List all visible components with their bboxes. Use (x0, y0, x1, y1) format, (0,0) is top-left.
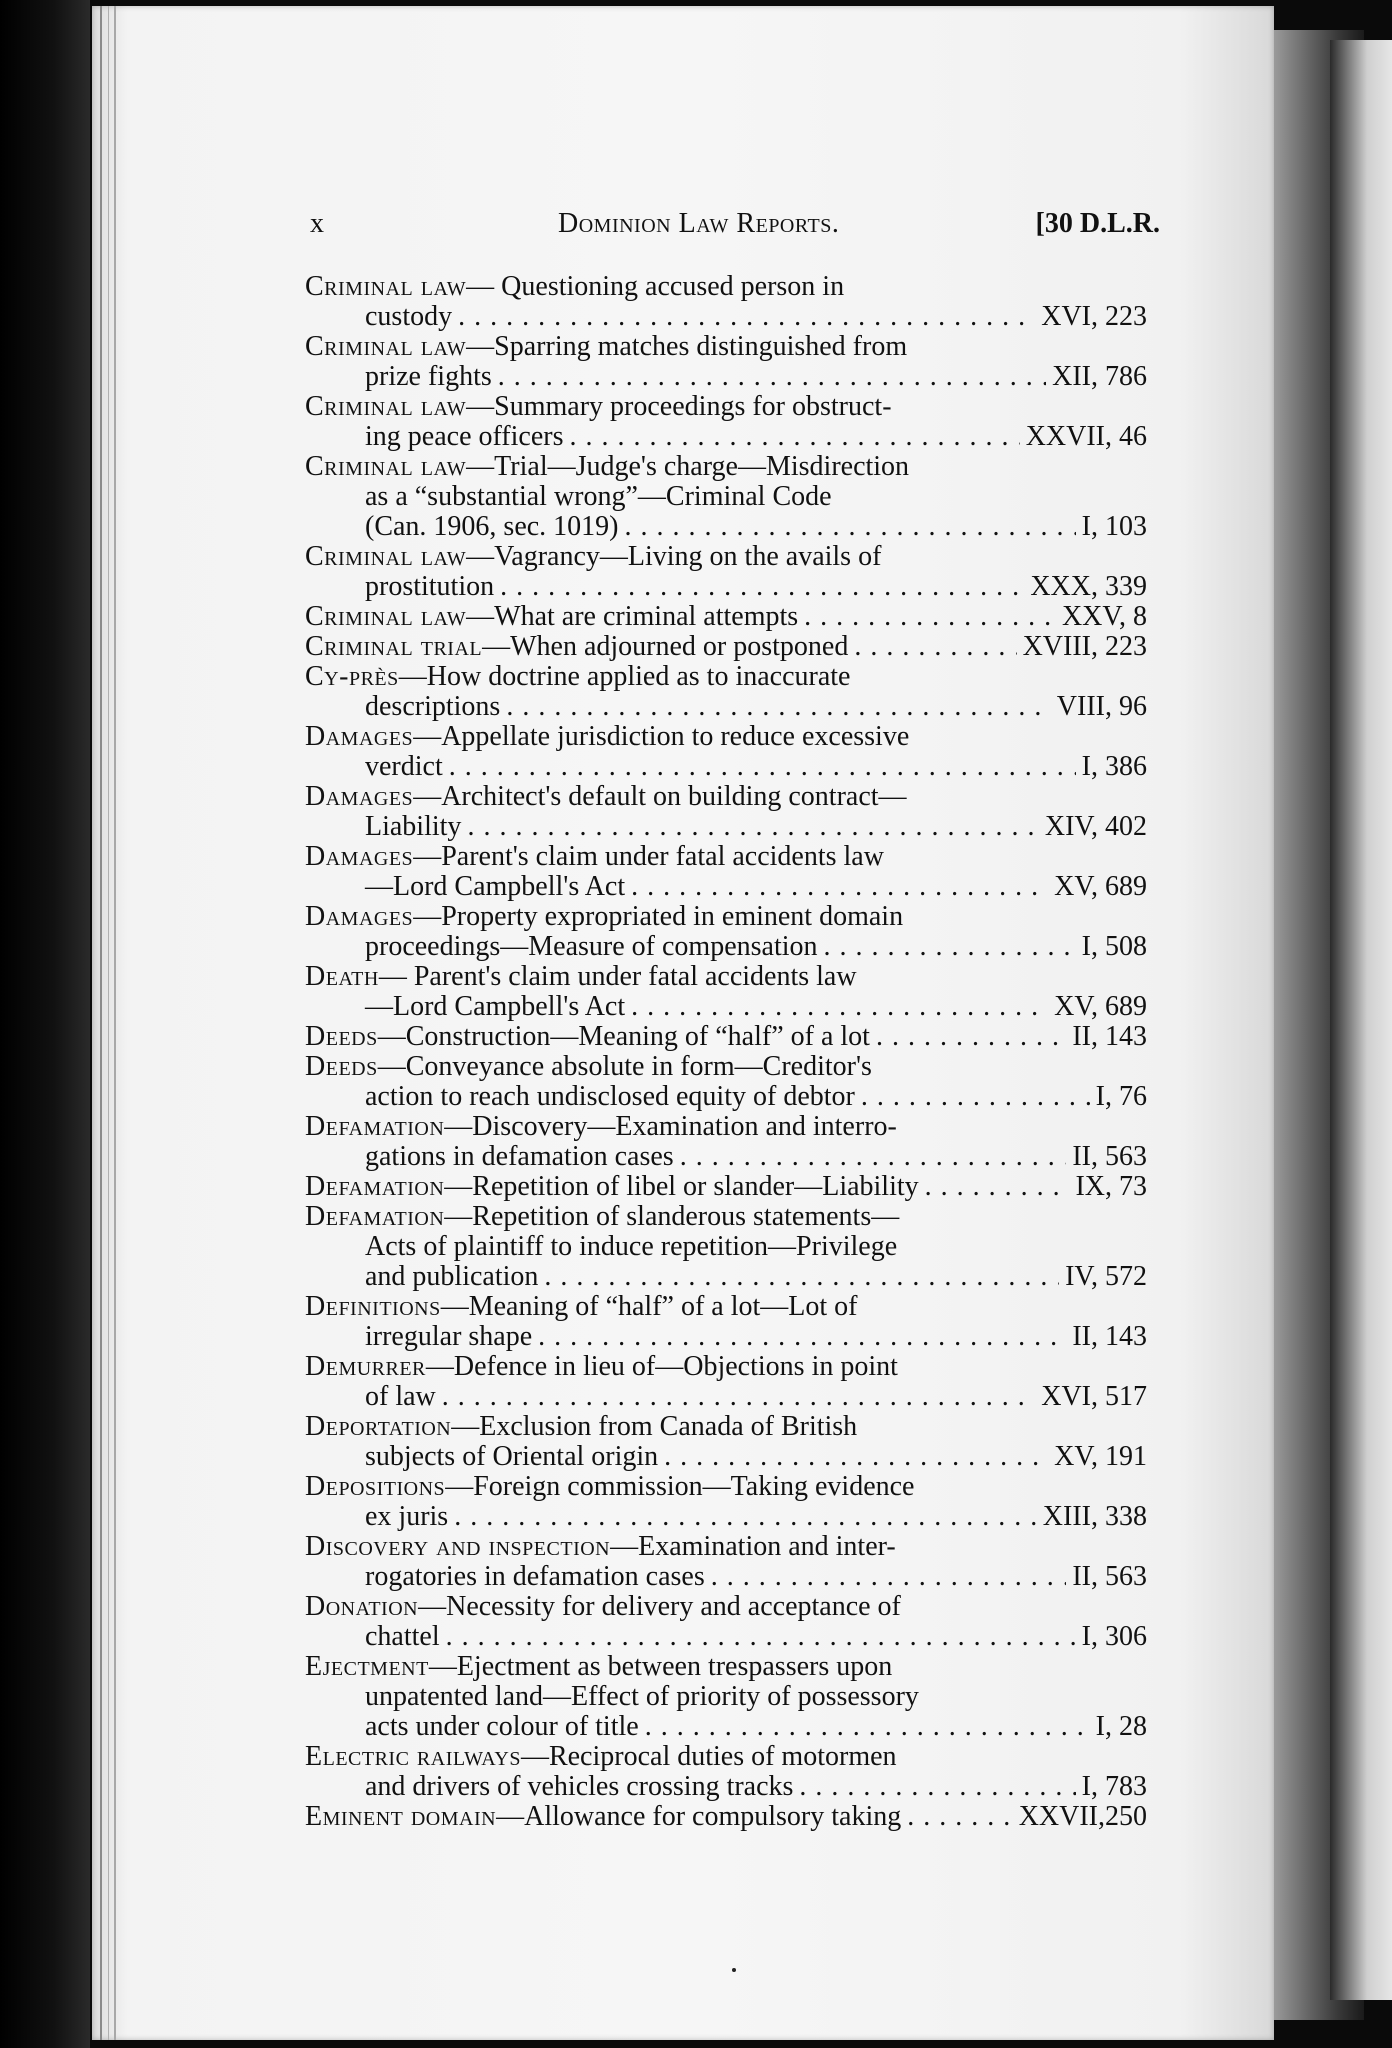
dot-leader (570, 422, 1020, 452)
running-title: Dominion Law Reports. (558, 208, 840, 239)
volume-page-reference: VIII, 96 (1056, 691, 1147, 722)
entry-text: —Exclusion from Canada of British (451, 1411, 858, 1442)
volume-page-reference: I, 386 (1081, 751, 1147, 782)
entry-text: —Ejectment as between trespassers upon (428, 1651, 893, 1682)
entry-text: chattel (365, 1621, 440, 1652)
entry-line (305, 902, 1147, 932)
entry-heading: Definitions (305, 1291, 441, 1322)
entry-line (305, 332, 1147, 362)
entry-line (305, 482, 1147, 512)
entry-line (305, 1472, 1147, 1502)
entry-heading: Damages (305, 781, 414, 812)
entry-text: verdict (365, 751, 443, 782)
entry-line (305, 752, 1147, 782)
volume-page-reference: I, 783 (1081, 1771, 1147, 1802)
volume-page-reference: XXX, 339 (1030, 571, 1147, 602)
entry-text: Acts of plaintiff to induce repetition—Privilege (365, 1231, 898, 1262)
entry-line (305, 1082, 1147, 1112)
entry-text: —Vagrancy—Living on the avails of (466, 541, 882, 572)
dot-leader (498, 362, 1046, 392)
dot-leader (861, 1082, 1090, 1112)
index-entry (305, 542, 1147, 602)
entry-line (305, 572, 1147, 602)
entry-line (305, 1382, 1147, 1412)
entry-line (305, 1772, 1147, 1802)
volume-page-reference: XIII, 338 (1042, 1501, 1147, 1532)
volume-page-reference: XVIII, 223 (1022, 631, 1147, 662)
entry-line (305, 542, 1147, 572)
entry-line (305, 1022, 1147, 1052)
entry-text: acts under colour of title (365, 1711, 639, 1742)
index-entries (305, 272, 1147, 1832)
index-entry (305, 1412, 1147, 1472)
dot-leader (799, 1772, 1075, 1802)
index-entry (305, 902, 1147, 962)
dot-leader (876, 1022, 1066, 1052)
index-entry (305, 782, 1147, 842)
dot-leader (446, 1622, 1076, 1652)
index-entry (305, 842, 1147, 902)
entry-text: —Discovery—Examination and interro- (444, 1111, 897, 1142)
dot-leader (824, 932, 1076, 962)
volume-reference: [30 D.L.R. (1035, 208, 1160, 239)
volume-page-reference: XXV, 8 (1061, 601, 1147, 632)
entry-line (305, 1532, 1147, 1562)
entry-text: —Trial—Judge's charge—Misdirection (466, 451, 910, 482)
entry-line (305, 302, 1147, 332)
page-number: x (310, 208, 324, 239)
index-entry (305, 1802, 1147, 1832)
entry-text: unpatented land—Effect of priority of possessory (365, 1681, 919, 1712)
volume-page-reference: II, 143 (1072, 1321, 1147, 1352)
entry-text: action to reach undisclosed equity of debtor (365, 1081, 855, 1112)
facing-page-edge (1330, 40, 1392, 2000)
entry-text: subjects of Oriental origin (365, 1441, 659, 1472)
volume-page-reference: XIV, 402 (1044, 811, 1147, 842)
index-entry (305, 602, 1147, 632)
entry-text: — Questioning accused person in (466, 271, 845, 302)
entry-text: —Allowance for compulsory taking (496, 1801, 902, 1832)
index-entry (305, 452, 1147, 542)
entry-heading: Discovery and inspection (305, 1531, 611, 1562)
entry-heading: Criminal law (305, 271, 467, 302)
index-entry (305, 272, 1147, 332)
volume-page-reference: II, 143 (1072, 1021, 1147, 1052)
index-entry (305, 1112, 1147, 1172)
index-entry (305, 662, 1147, 722)
index-entry (305, 392, 1147, 452)
entry-line (305, 632, 1147, 662)
entry-line (305, 362, 1147, 392)
volume-page-reference: I, 103 (1081, 511, 1147, 542)
entry-text: —Parent's claim under fatal accidents law (413, 841, 884, 872)
entry-heading: Defamation (305, 1201, 445, 1232)
entry-line (305, 1112, 1147, 1142)
index-entry (305, 1742, 1147, 1802)
entry-text: prostitution (365, 571, 495, 602)
entry-line (305, 452, 1147, 482)
volume-page-reference: XXVII,250 (1018, 1801, 1147, 1832)
entry-line (305, 722, 1147, 752)
entry-text: —Defence in lieu of—Objections in point (425, 1351, 898, 1382)
entry-line (305, 512, 1147, 542)
entry-line (305, 1682, 1147, 1712)
volume-page-reference: I, 508 (1081, 931, 1147, 962)
entry-text: —How doctrine applied as to inaccurate (398, 661, 851, 692)
entry-heading: Deportation (305, 1411, 452, 1442)
entry-line (305, 842, 1147, 872)
entry-text: —Appellate jurisdiction to reduce excessive (413, 721, 910, 752)
dot-leader (631, 872, 1048, 902)
entry-heading: Deeds (305, 1021, 378, 1052)
volume-page-reference: IX, 73 (1075, 1171, 1147, 1202)
entry-text: —Architect's default on building contract— (413, 781, 907, 812)
entry-line (305, 1322, 1147, 1352)
entry-line (305, 1412, 1147, 1442)
entry-text: —Lord Campbell's Act (365, 991, 626, 1022)
entry-text: descriptions (365, 691, 501, 722)
entry-text: ing peace officers (365, 421, 564, 452)
entry-text: as a “substantial wrong”—Criminal Code (365, 481, 832, 512)
entry-text: —Repetition of slanderous statements— (444, 1201, 900, 1232)
volume-page-reference: I, 28 (1095, 1711, 1147, 1742)
entry-text: prize fights (365, 361, 492, 392)
dot-leader (544, 1262, 1059, 1292)
entry-line (305, 992, 1147, 1022)
entry-text: — Parent's claim under fatal accidents law (378, 961, 857, 992)
dot-leader (538, 1322, 1066, 1352)
index-entry (305, 1652, 1147, 1742)
entry-text: —Summary proceedings for obstruct- (466, 391, 892, 422)
volume-page-reference: II, 563 (1072, 1141, 1147, 1172)
dot-leader (854, 632, 1016, 662)
dot-leader (925, 1172, 1070, 1202)
entry-text: of law (365, 1381, 436, 1412)
entry-line (305, 1172, 1147, 1202)
volume-page-reference: XVI, 517 (1041, 1381, 1147, 1412)
entry-text: ex juris (365, 1501, 449, 1532)
volume-page-reference: XII, 786 (1052, 361, 1147, 392)
entry-text: rogatories in defamation cases (365, 1561, 705, 1592)
dot-leader (631, 992, 1048, 1022)
dot-leader (804, 602, 1056, 632)
volume-page-reference: IV, 572 (1065, 1261, 1147, 1292)
entry-text: —Construction—Meaning of “half” of a lot (377, 1021, 870, 1052)
entry-text: (Can. 1906, sec. 1019) (365, 511, 619, 542)
entry-text: gations in defamation cases (365, 1141, 674, 1172)
entry-text: proceedings—Measure of compensation (365, 931, 818, 962)
index-entry (305, 1592, 1147, 1652)
entry-line (305, 812, 1147, 842)
entry-line (305, 1802, 1147, 1832)
entry-heading: Criminal law (305, 391, 467, 422)
running-header (310, 208, 1160, 248)
entry-line (305, 422, 1147, 452)
entry-heading: Defamation (305, 1111, 445, 1142)
dot-leader (907, 1802, 1012, 1832)
dot-leader (454, 1502, 1037, 1532)
dot-leader (664, 1442, 1048, 1472)
index-entry (305, 1202, 1147, 1292)
entry-heading: Deeds (305, 1051, 378, 1082)
entry-heading: Ejectment (305, 1651, 429, 1682)
entry-line (305, 1262, 1147, 1292)
entry-line (305, 1052, 1147, 1082)
entry-heading: Depositions (305, 1471, 446, 1502)
entry-heading: Criminal law (305, 541, 467, 572)
index-entry (305, 962, 1147, 1022)
entry-text: —Sparring matches distinguished from (466, 331, 908, 362)
dot-leader (500, 572, 1024, 602)
entry-heading: Criminal law (305, 331, 467, 362)
dot-leader (458, 302, 1035, 332)
entry-line (305, 1562, 1147, 1592)
entry-line (305, 1712, 1147, 1742)
entry-line (305, 932, 1147, 962)
entry-heading: Defamation (305, 1171, 445, 1202)
index-entry (305, 1292, 1147, 1352)
entry-line (305, 1742, 1147, 1772)
entry-heading: Donation (305, 1591, 419, 1622)
entry-line (305, 1202, 1147, 1232)
entry-heading: Damages (305, 841, 414, 872)
entry-text: —Foreign commission—Taking evidence (445, 1471, 915, 1502)
dot-leader (449, 752, 1076, 782)
scan-left-edge (0, 0, 90, 2048)
entry-text: —Necessity for delivery and acceptance of (418, 1591, 901, 1622)
entry-line (305, 1502, 1147, 1532)
entry-text: custody (365, 301, 453, 332)
entry-heading: Criminal law (305, 601, 467, 632)
entry-text: —Repetition of libel or slander—Liability (444, 1171, 919, 1202)
entry-line (305, 962, 1147, 992)
index-entry (305, 722, 1147, 782)
index-entry (305, 1172, 1147, 1202)
entry-text: and publication (365, 1261, 539, 1292)
entry-text: —When adjourned or postponed (482, 631, 849, 662)
index-entry (305, 332, 1147, 392)
entry-heading: Demurrer (305, 1351, 426, 1382)
entry-line (305, 872, 1147, 902)
entry-heading: Criminal trial (305, 631, 483, 662)
page-blemish (732, 1968, 736, 1972)
entry-line (305, 602, 1147, 632)
volume-page-reference: XV, 191 (1054, 1441, 1147, 1472)
volume-page-reference: XVI, 223 (1041, 301, 1147, 332)
entry-text: —Examination and inter- (610, 1531, 896, 1562)
entry-heading: Damages (305, 721, 414, 752)
entry-line (305, 1592, 1147, 1622)
index-entry (305, 1472, 1147, 1532)
index-entry (305, 1052, 1147, 1112)
entry-text: Liability (365, 811, 462, 842)
entry-text: —Conveyance absolute in form—Creditor's (377, 1051, 872, 1082)
entry-text: —What are criminal attempts (466, 601, 799, 632)
entry-text: —Property expropriated in eminent domain (413, 901, 904, 932)
entry-heading: Cy-près (305, 661, 399, 692)
entry-line (305, 782, 1147, 812)
entry-heading: Eminent domain (305, 1801, 497, 1832)
entry-line (305, 662, 1147, 692)
volume-page-reference: XV, 689 (1054, 991, 1147, 1022)
entry-line (305, 1232, 1147, 1262)
volume-page-reference: II, 563 (1072, 1561, 1147, 1592)
dot-leader (645, 1712, 1090, 1742)
entry-line (305, 1652, 1147, 1682)
dot-leader (442, 1382, 1035, 1412)
entry-line (305, 392, 1147, 422)
index-entry (305, 1352, 1147, 1412)
volume-page-reference: XXVII, 46 (1025, 421, 1147, 452)
index-entry (305, 1532, 1147, 1592)
entry-text: —Reciprocal duties of motormen (520, 1741, 897, 1772)
entry-line (305, 1622, 1147, 1652)
dot-leader (711, 1562, 1067, 1592)
entry-text: and drivers of vehicles crossing tracks (365, 1771, 794, 1802)
entry-heading: Death (305, 961, 379, 992)
entry-text: irregular shape (365, 1321, 533, 1352)
volume-page-reference: I, 76 (1095, 1081, 1147, 1112)
dot-leader (680, 1142, 1067, 1172)
entry-line (305, 1442, 1147, 1472)
entry-heading: Electric railways (305, 1741, 521, 1772)
entry-text: —Lord Campbell's Act (365, 871, 626, 902)
entry-heading: Damages (305, 901, 414, 932)
entry-line (305, 1142, 1147, 1172)
dot-leader (625, 512, 1076, 542)
entry-line (305, 1292, 1147, 1322)
index-entry (305, 632, 1147, 662)
volume-page-reference: XV, 689 (1054, 871, 1147, 902)
entry-line (305, 1352, 1147, 1382)
index-entry (305, 1022, 1147, 1052)
volume-page-reference: I, 306 (1081, 1621, 1147, 1652)
entry-text: —Meaning of “half” of a lot—Lot of (440, 1291, 858, 1322)
entry-line (305, 272, 1147, 302)
entry-heading: Criminal law (305, 451, 467, 482)
entry-line (305, 692, 1147, 722)
dot-leader (506, 692, 1050, 722)
dot-leader (467, 812, 1038, 842)
